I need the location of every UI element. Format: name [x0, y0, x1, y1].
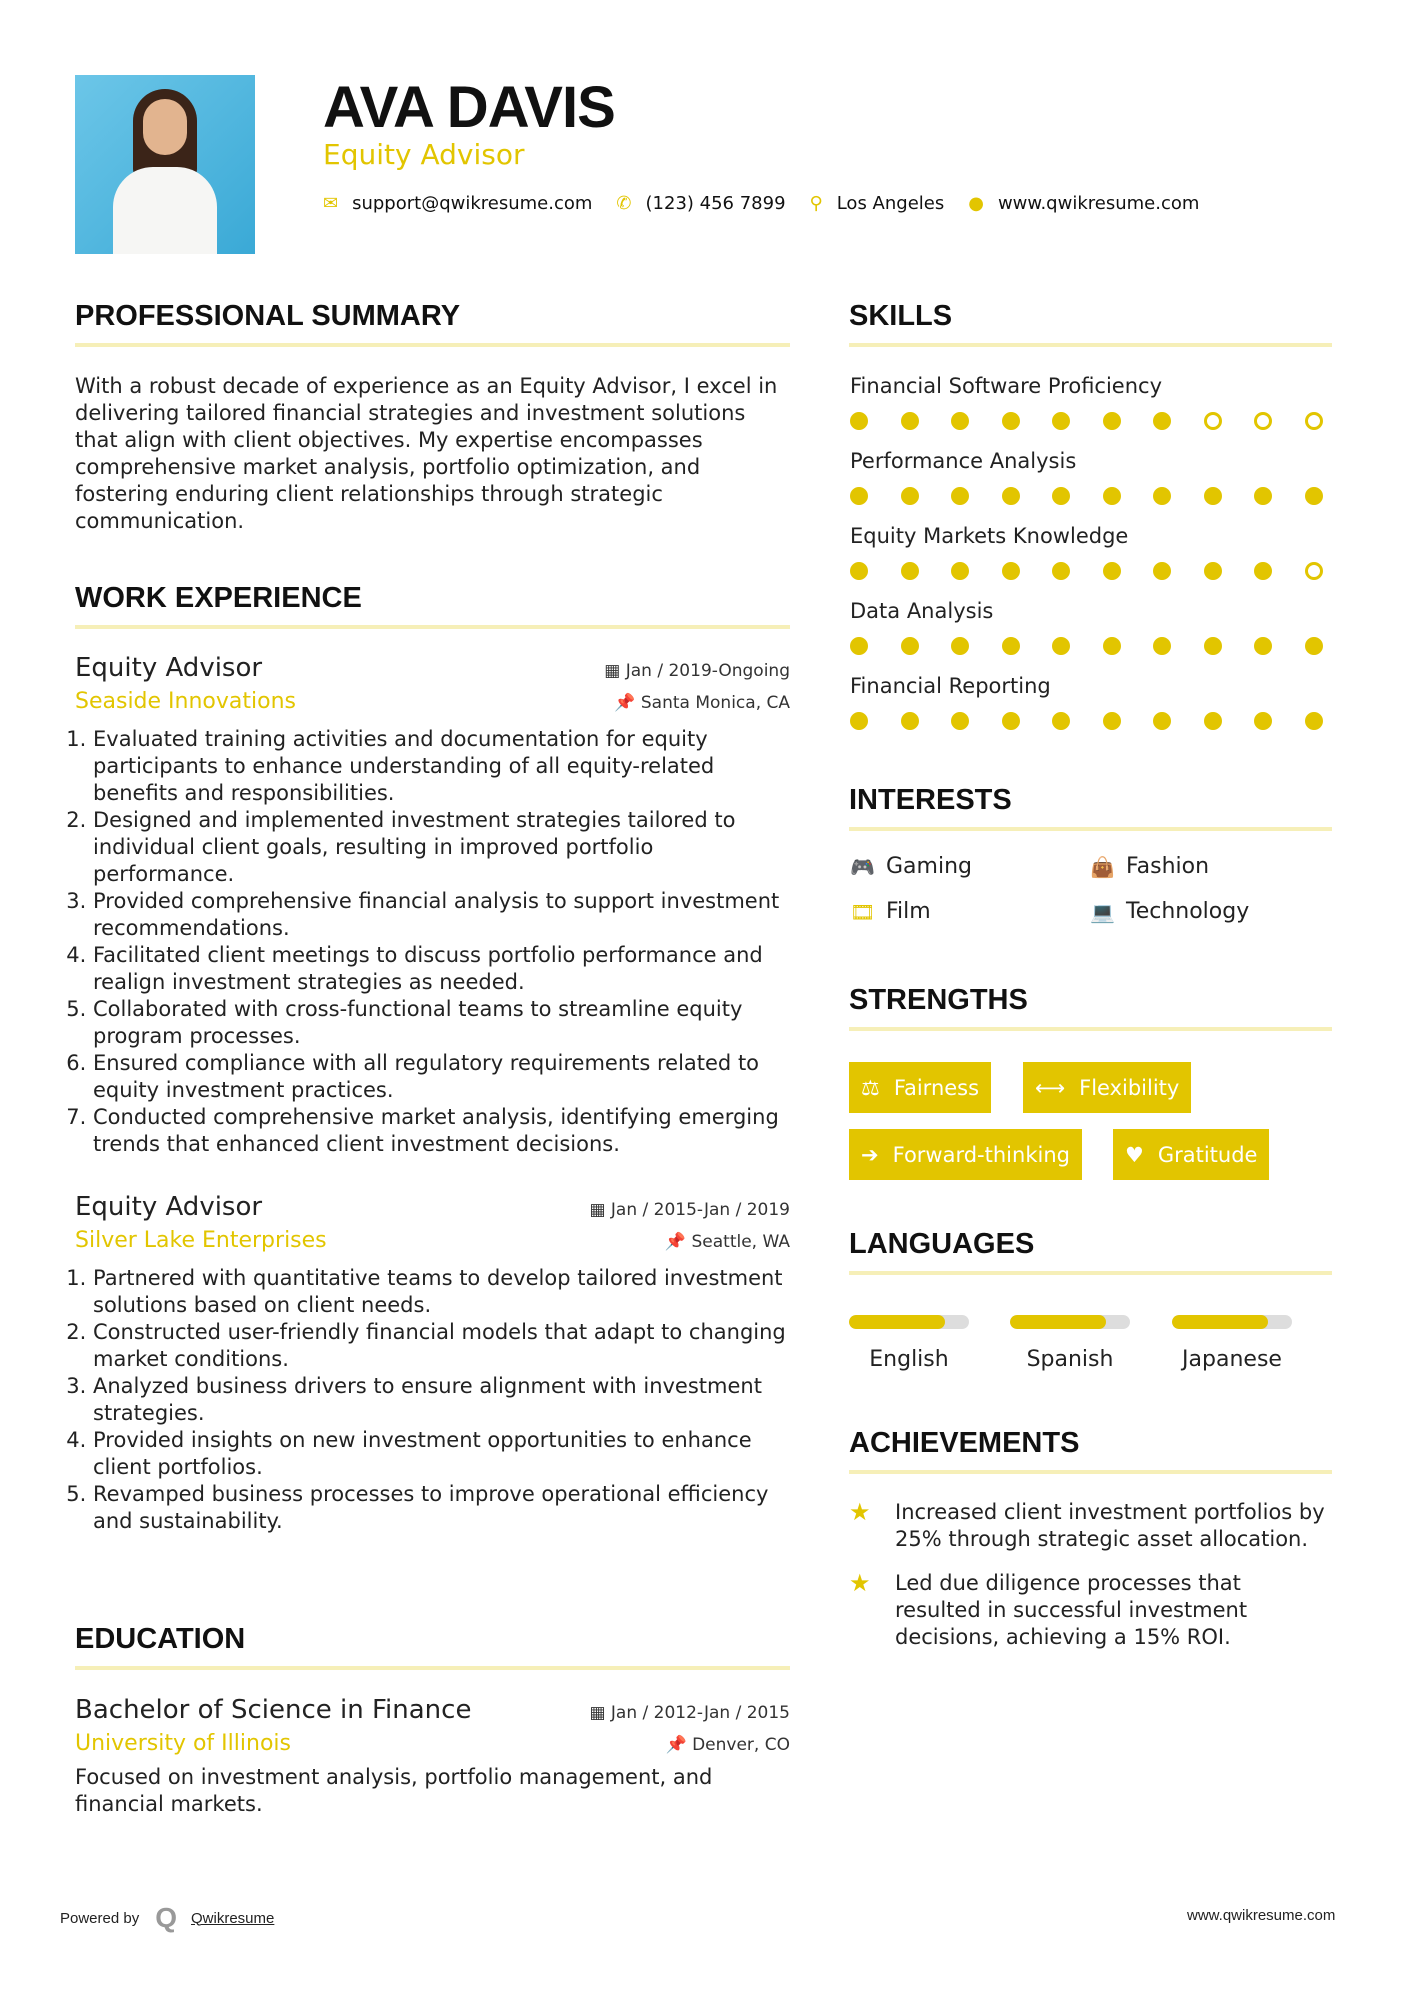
- pin-icon: 📌: [664, 1232, 692, 1252]
- strength-label: Fairness: [893, 1075, 980, 1100]
- rating-dot-filled: [1254, 637, 1272, 655]
- job-bullet: 3. Provided comprehensive financial analysis to support investment recommendations.: [93, 888, 790, 942]
- rating-dot-filled: [1204, 487, 1222, 505]
- globe-icon: ●: [968, 193, 984, 214]
- rating-dot-filled: [1204, 637, 1222, 655]
- rating-dot-filled: [951, 412, 969, 430]
- job-bullet: 2. Constructed user-friendly financial models that adapt to changing market conditions.: [93, 1319, 790, 1373]
- pin-icon: 📌: [665, 1735, 693, 1755]
- calendar-icon: ▦: [589, 1703, 611, 1723]
- arrows-horizontal-icon: ⟷: [1035, 1075, 1066, 1100]
- education-dates: ▦ Jan / 2012-Jan / 2015: [589, 1703, 790, 1723]
- rating-dot-filled: [1153, 412, 1171, 430]
- rating-dot-filled: [1103, 487, 1121, 505]
- language-level-bar: [1172, 1315, 1292, 1329]
- skill-name: Financial Software Proficiency: [850, 374, 1163, 398]
- job-bullet: 3. Analyzed business drivers to ensure alignment with investment strategies.: [93, 1373, 790, 1427]
- skill-item: [850, 374, 1323, 449]
- candidate-name: AVA DAVIS: [323, 75, 615, 140]
- rating-dot-filled: [1153, 637, 1171, 655]
- job-bullet: 7. Conducted comprehensive market analysis, identifying emerging trends that enhanced client investment decisions.: [93, 1104, 790, 1158]
- rating-dot-filled: [1305, 637, 1323, 655]
- job-dates: ▦ Jan / 2019-Ongoing: [604, 661, 790, 681]
- job-location: 📌 Seattle, WA: [664, 1232, 790, 1252]
- rating-dot-filled: [1103, 637, 1121, 655]
- interest-label: Technology: [1126, 899, 1250, 924]
- skill-rating: [850, 487, 1323, 505]
- rating-dot-filled: [1052, 637, 1070, 655]
- rating-dot-filled: [901, 637, 919, 655]
- interest-label: Gaming: [886, 854, 972, 879]
- rating-dot-filled: [1204, 562, 1222, 580]
- rating-dot-filled: [1254, 487, 1272, 505]
- rating-dot-filled: [1254, 562, 1272, 580]
- achievement-text: Led due diligence processes that resulted in successful investment decisions, achieving a 15% ROI.: [895, 1571, 1248, 1649]
- candidate-title: Equity Advisor: [323, 138, 525, 171]
- rating-dot-filled: [850, 487, 868, 505]
- job-bullet: 4. Provided insights on new investment opportunities to enhance client portfolios.: [93, 1427, 790, 1481]
- language-name: Spanish: [1026, 1347, 1114, 1372]
- rating-dot-filled: [1002, 637, 1020, 655]
- rating-dot-filled: [1052, 412, 1070, 430]
- rating-dot-filled: [951, 637, 969, 655]
- interest-item: [850, 854, 1090, 879]
- rating-dot-filled: [1002, 712, 1020, 730]
- footer-url: www.qwikresume.com: [1187, 1907, 1336, 1924]
- rating-dot-filled: [1153, 487, 1171, 505]
- rating-dot-filled: [1052, 487, 1070, 505]
- skill-item: [850, 449, 1323, 524]
- school: University of Illinois: [75, 1731, 291, 1756]
- contact-item: support@qwikresume.com: [352, 193, 593, 214]
- skill-rating: [850, 412, 1323, 430]
- interests-list: [850, 854, 1333, 924]
- job-bullet: 5. Revamped business processes to improve operational efficiency and sustainability.: [93, 1481, 790, 1535]
- interest-item: [1090, 854, 1330, 879]
- rating-dot-filled: [850, 562, 868, 580]
- rating-dot-empty: [1254, 412, 1272, 430]
- rating-dot-filled: [1305, 487, 1323, 505]
- strength-label: Forward-thinking: [892, 1142, 1070, 1167]
- summary-text: With a robust decade of experience as an Equity Advisor, I excel in delivering tailored financial strategies and investment solutions that align with client objectives. My expertise encompasses comprehensive market analysis, portfolio optimization, and fostering enduring client relationships through strategic communication.: [75, 374, 778, 533]
- qwikresume-link[interactable]: Qwikresume: [191, 1909, 275, 1927]
- strength-tag: [1113, 1129, 1269, 1180]
- achievements-list: [849, 1499, 1332, 1668]
- language-name: Japanese: [1182, 1347, 1282, 1372]
- job-title: Equity Advisor: [75, 653, 263, 683]
- rating-dot-filled: [1103, 712, 1121, 730]
- heart-icon: ♥: [1125, 1142, 1144, 1167]
- summary-heading: PROFESSIONAL SUMMARY: [75, 300, 790, 347]
- rating-dot-filled: [901, 412, 919, 430]
- rating-dot-filled: [1002, 487, 1020, 505]
- education-entry: [75, 1695, 790, 1818]
- rating-dot-filled: [951, 712, 969, 730]
- skill-item: [850, 599, 1323, 674]
- job-bullets: [75, 726, 790, 1158]
- education-heading: EDUCATION: [75, 1623, 790, 1670]
- skill-rating: [850, 562, 1323, 580]
- rating-dot-filled: [850, 412, 868, 430]
- experience-list: [75, 653, 790, 1535]
- star-icon: ★: [849, 1498, 871, 1526]
- shopping-bag-icon: 👜: [1090, 854, 1115, 879]
- skill-name: Data Analysis: [850, 599, 994, 623]
- skill-item: [850, 674, 1323, 749]
- strength-label: Flexibility: [1079, 1075, 1180, 1100]
- contact-item: Los Angeles: [836, 193, 945, 214]
- rating-dot-filled: [1204, 712, 1222, 730]
- rating-dot-filled: [1002, 562, 1020, 580]
- rating-dot-filled: [1002, 412, 1020, 430]
- degree: Bachelor of Science in Finance: [75, 1695, 472, 1725]
- skills-heading: SKILLS: [849, 300, 1332, 347]
- rating-dot-filled: [901, 487, 919, 505]
- envelope-icon: ✉: [323, 193, 339, 214]
- laptop-icon: 💻: [1090, 899, 1115, 924]
- rating-dot-filled: [850, 712, 868, 730]
- rating-dot-filled: [901, 562, 919, 580]
- experience-heading: WORK EXPERIENCE: [75, 582, 790, 629]
- achievement-item: [849, 1570, 1332, 1651]
- job-title: Equity Advisor: [75, 1192, 263, 1222]
- strengths-heading: STRENGTHS: [849, 984, 1332, 1031]
- job-location: 📌 Santa Monica, CA: [614, 693, 790, 713]
- strength-tag: [849, 1129, 1082, 1180]
- rating-dot-empty: [1204, 412, 1222, 430]
- achievements-heading: ACHIEVEMENTS: [849, 1427, 1332, 1474]
- rating-dot-filled: [1052, 562, 1070, 580]
- skill-rating: [850, 712, 1323, 730]
- skill-name: Performance Analysis: [850, 449, 1077, 473]
- achievement-item: [849, 1499, 1332, 1553]
- achievement-text: Increased client investment portfolios by 25% through strategic asset allocation.: [895, 1500, 1325, 1551]
- language-level-bar: [849, 1315, 969, 1329]
- rating-dot-filled: [1305, 712, 1323, 730]
- contact-item: (123) 456 7899: [645, 193, 786, 214]
- interest-label: Film: [886, 899, 931, 924]
- interest-item: [850, 899, 1090, 924]
- job-bullet: 1. Partnered with quantitative teams to develop tailored investment solutions based on client needs.: [93, 1265, 790, 1319]
- job-dates: ▦ Jan / 2015-Jan / 2019: [589, 1200, 790, 1220]
- job-bullets: [75, 1265, 790, 1535]
- skill-rating: [850, 637, 1323, 655]
- rating-dot-filled: [1153, 712, 1171, 730]
- language-item: [1172, 1315, 1292, 1372]
- job-bullet: 1. Evaluated training activities and documentation for equity participants to enhance understanding of all equity-related benefits and responsibilities.: [93, 726, 790, 807]
- education-description: Focused on investment analysis, portfolio management, and financial markets.: [75, 1765, 713, 1816]
- strength-label: Gratitude: [1157, 1142, 1258, 1167]
- phone-icon: ✆: [616, 193, 632, 214]
- pin-icon: 📌: [614, 693, 641, 713]
- skill-item: [850, 524, 1323, 599]
- rating-dot-empty: [1305, 562, 1323, 580]
- map-pin-icon: ⚲: [809, 193, 823, 214]
- job-bullet: 4. Facilitated client meetings to discuss portfolio performance and realign investment strategies as needed.: [93, 942, 790, 996]
- qwikresume-logo-icon: Q: [155, 1902, 177, 1933]
- powered-by-label: Powered by: [60, 1909, 140, 1927]
- contact-row: [323, 193, 1223, 214]
- film-icon: 🎞: [850, 899, 876, 924]
- rating-dot-filled: [1153, 562, 1171, 580]
- balance-scale-icon: ⚖: [861, 1075, 880, 1100]
- gamepad-icon: 🎮: [850, 854, 875, 879]
- language-item: [849, 1315, 969, 1372]
- job-bullet: 5. Collaborated with cross-functional teams to streamline equity program processes.: [93, 996, 790, 1050]
- skill-name: Equity Markets Knowledge: [850, 524, 1129, 548]
- rating-dot-filled: [901, 712, 919, 730]
- rating-dot-empty: [1305, 412, 1323, 430]
- language-item: [1010, 1315, 1130, 1372]
- interest-label: Fashion: [1126, 854, 1210, 879]
- star-icon: ★: [849, 1569, 871, 1597]
- company-name: Silver Lake Enterprises: [75, 1228, 327, 1253]
- rating-dot-filled: [951, 487, 969, 505]
- job-bullet: 2. Designed and implemented investment strategies tailored to individual client goals, resulting in improved portfolio performance.: [93, 807, 790, 888]
- language-level-bar: [1010, 1315, 1130, 1329]
- company-name: Seaside Innovations: [75, 689, 296, 714]
- contact-item: www.qwikresume.com: [997, 193, 1200, 214]
- rating-dot-filled: [1103, 412, 1121, 430]
- job-entry: [75, 1192, 790, 1535]
- skills-list: [850, 374, 1323, 749]
- rating-dot-filled: [1052, 712, 1070, 730]
- arrow-right-icon: ➔: [861, 1142, 879, 1167]
- rating-dot-filled: [1103, 562, 1121, 580]
- strength-tag: [849, 1062, 991, 1113]
- languages-heading: LANGUAGES: [849, 1228, 1332, 1275]
- interest-item: [1090, 899, 1330, 924]
- rating-dot-filled: [850, 637, 868, 655]
- job-bullet: 6. Ensured compliance with all regulatory requirements related to equity investment practices.: [93, 1050, 790, 1104]
- language-name: English: [869, 1347, 949, 1372]
- rating-dot-filled: [951, 562, 969, 580]
- footer-powered: [60, 1902, 274, 1934]
- strength-tag: [1023, 1062, 1191, 1113]
- interests-heading: INTERESTS: [849, 784, 1332, 831]
- calendar-icon: ▦: [589, 1200, 611, 1220]
- job-entry: [75, 653, 790, 1158]
- education-location: 📌 Denver, CO: [665, 1735, 790, 1755]
- profile-photo: [75, 75, 255, 254]
- skill-name: Financial Reporting: [850, 674, 1051, 698]
- rating-dot-filled: [1254, 712, 1272, 730]
- calendar-icon: ▦: [604, 661, 626, 681]
